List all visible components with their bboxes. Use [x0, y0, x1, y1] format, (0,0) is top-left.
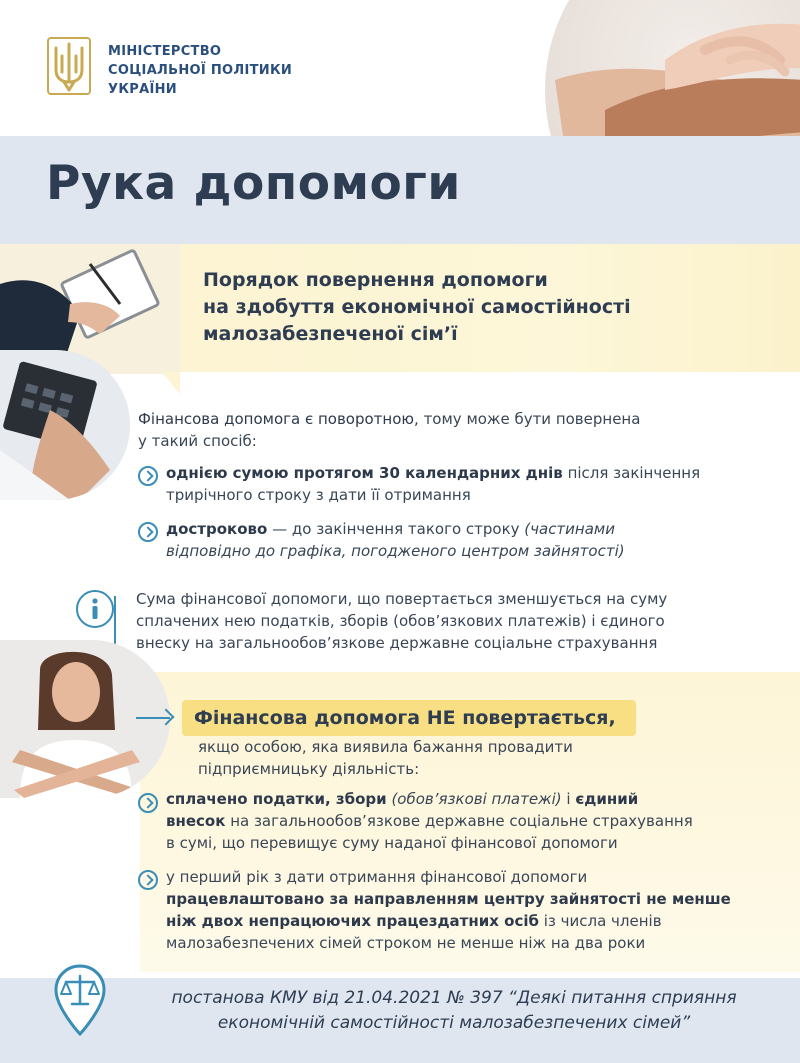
- intro-rest: тому може бути повернена: [418, 410, 641, 428]
- info-line-2: сплачених нею податків, зборів (обов’язкових платежів) і єдиного: [136, 612, 665, 630]
- not-returned-heading: Фінансова допомога НЕ повертається,: [194, 707, 616, 729]
- page-title: Рука допомоги: [46, 156, 461, 211]
- subtitle: [203, 267, 743, 348]
- chevron-right-circle-icon: [138, 793, 158, 813]
- not-returned-intro: [198, 736, 758, 780]
- info-divider: [114, 596, 116, 648]
- option-2-bold: достроково: [166, 520, 268, 538]
- resolution-line-1: постанова КМУ від 21.04.2021 № 397 “Деякі питання сприяння: [171, 988, 737, 1008]
- not-returned-line-1: якщо особою, яка виявила бажання провадити: [198, 738, 573, 756]
- condition-1-italic: (обов’язкові платежі): [386, 790, 562, 808]
- chevron-right-circle-icon: [138, 870, 158, 890]
- condition-2-line-4: малозабезпечених сімей строком не менше ніж на два роки: [166, 934, 646, 952]
- condition-2-line-3-rest: із числа членів: [538, 912, 662, 930]
- resolution-reference: [114, 986, 794, 1036]
- option-2-line-2: відповідно до графіка, погодженого центром зайнятості): [166, 542, 625, 560]
- info-line-1: Сума фінансової допомоги, що повертається зменшується на суму: [136, 590, 668, 608]
- intro-paragraph: [138, 408, 758, 452]
- option-2-italic: (частинами: [524, 520, 615, 538]
- info-line-3: внеску на загальнообов’язкове державне соціальне страхування: [136, 634, 658, 652]
- option-1-bold: однією сумою протягом 30 календарних днів: [166, 464, 563, 482]
- condition-2-line-2: працевлаштовано за направленням центру зайнятості не менше: [166, 890, 731, 908]
- woman-crossed-arms-photo: [0, 640, 170, 798]
- ministry-line-3: УКРАЇНИ: [108, 82, 177, 97]
- repayment-option-early: [166, 518, 766, 562]
- trident-emblem: [46, 36, 92, 100]
- subtitle-line-1: Порядок повернення допомоги: [203, 269, 548, 291]
- ministry-line-1: МІНІСТЕРСТВО: [108, 44, 222, 59]
- condition-2-line-1: у перший рік з дати отримання фінансової допомоги: [166, 868, 588, 886]
- condition-2-line-3-bold: ніж двох непрацюючих працездатних осіб: [166, 912, 539, 930]
- ministry-logo: [46, 36, 296, 106]
- subtitle-line-2: на здобуття економічної самостійності: [203, 296, 631, 318]
- condition-1-bold-a: сплачено податки, збори: [166, 790, 387, 808]
- intro-emphasis: Фінансова допомога є поворотною,: [138, 410, 419, 428]
- chevron-right-circle-icon: [138, 522, 158, 542]
- condition-1-bold-b: єдиний: [575, 790, 639, 808]
- condition-employment: [166, 866, 786, 954]
- condition-1-line-2-rest: на загальнообов’язкове державне соціальне страхування: [225, 812, 693, 830]
- not-returned-line-2: підприємницьку діяльність:: [198, 760, 420, 778]
- chevron-right-circle-icon: [138, 466, 158, 486]
- scales-pin-icon: [52, 964, 108, 1036]
- ministry-name: [108, 42, 308, 99]
- condition-1-line-2-bold: внесок: [166, 812, 226, 830]
- condition-1-line-3: в сумі, що перевищує суму наданої фінансової допомоги: [166, 834, 618, 852]
- subtitle-line-3: малозабезпеченої сім’ї: [203, 323, 458, 345]
- info-paragraph: [136, 588, 766, 654]
- ministry-line-2: СОЦІАЛЬНОЇ ПОЛІТИКИ: [108, 63, 293, 78]
- info-icon: [76, 590, 114, 628]
- repayment-option-lump-sum: [166, 462, 766, 506]
- option-2-rest: — до закінчення такого строку: [267, 520, 525, 538]
- option-1-rest: після закінчення: [562, 464, 701, 482]
- condition-taxes-paid: [166, 788, 786, 854]
- condition-1-mid: і: [561, 790, 576, 808]
- intro-line-2: у такий спосіб:: [138, 432, 257, 450]
- speech-bubble-tail: [162, 372, 180, 394]
- resolution-line-2: економічній самостійності малозабезпечених сімей”: [217, 1013, 691, 1033]
- option-1-line-2: трирічного строку з дати її отримання: [166, 486, 471, 504]
